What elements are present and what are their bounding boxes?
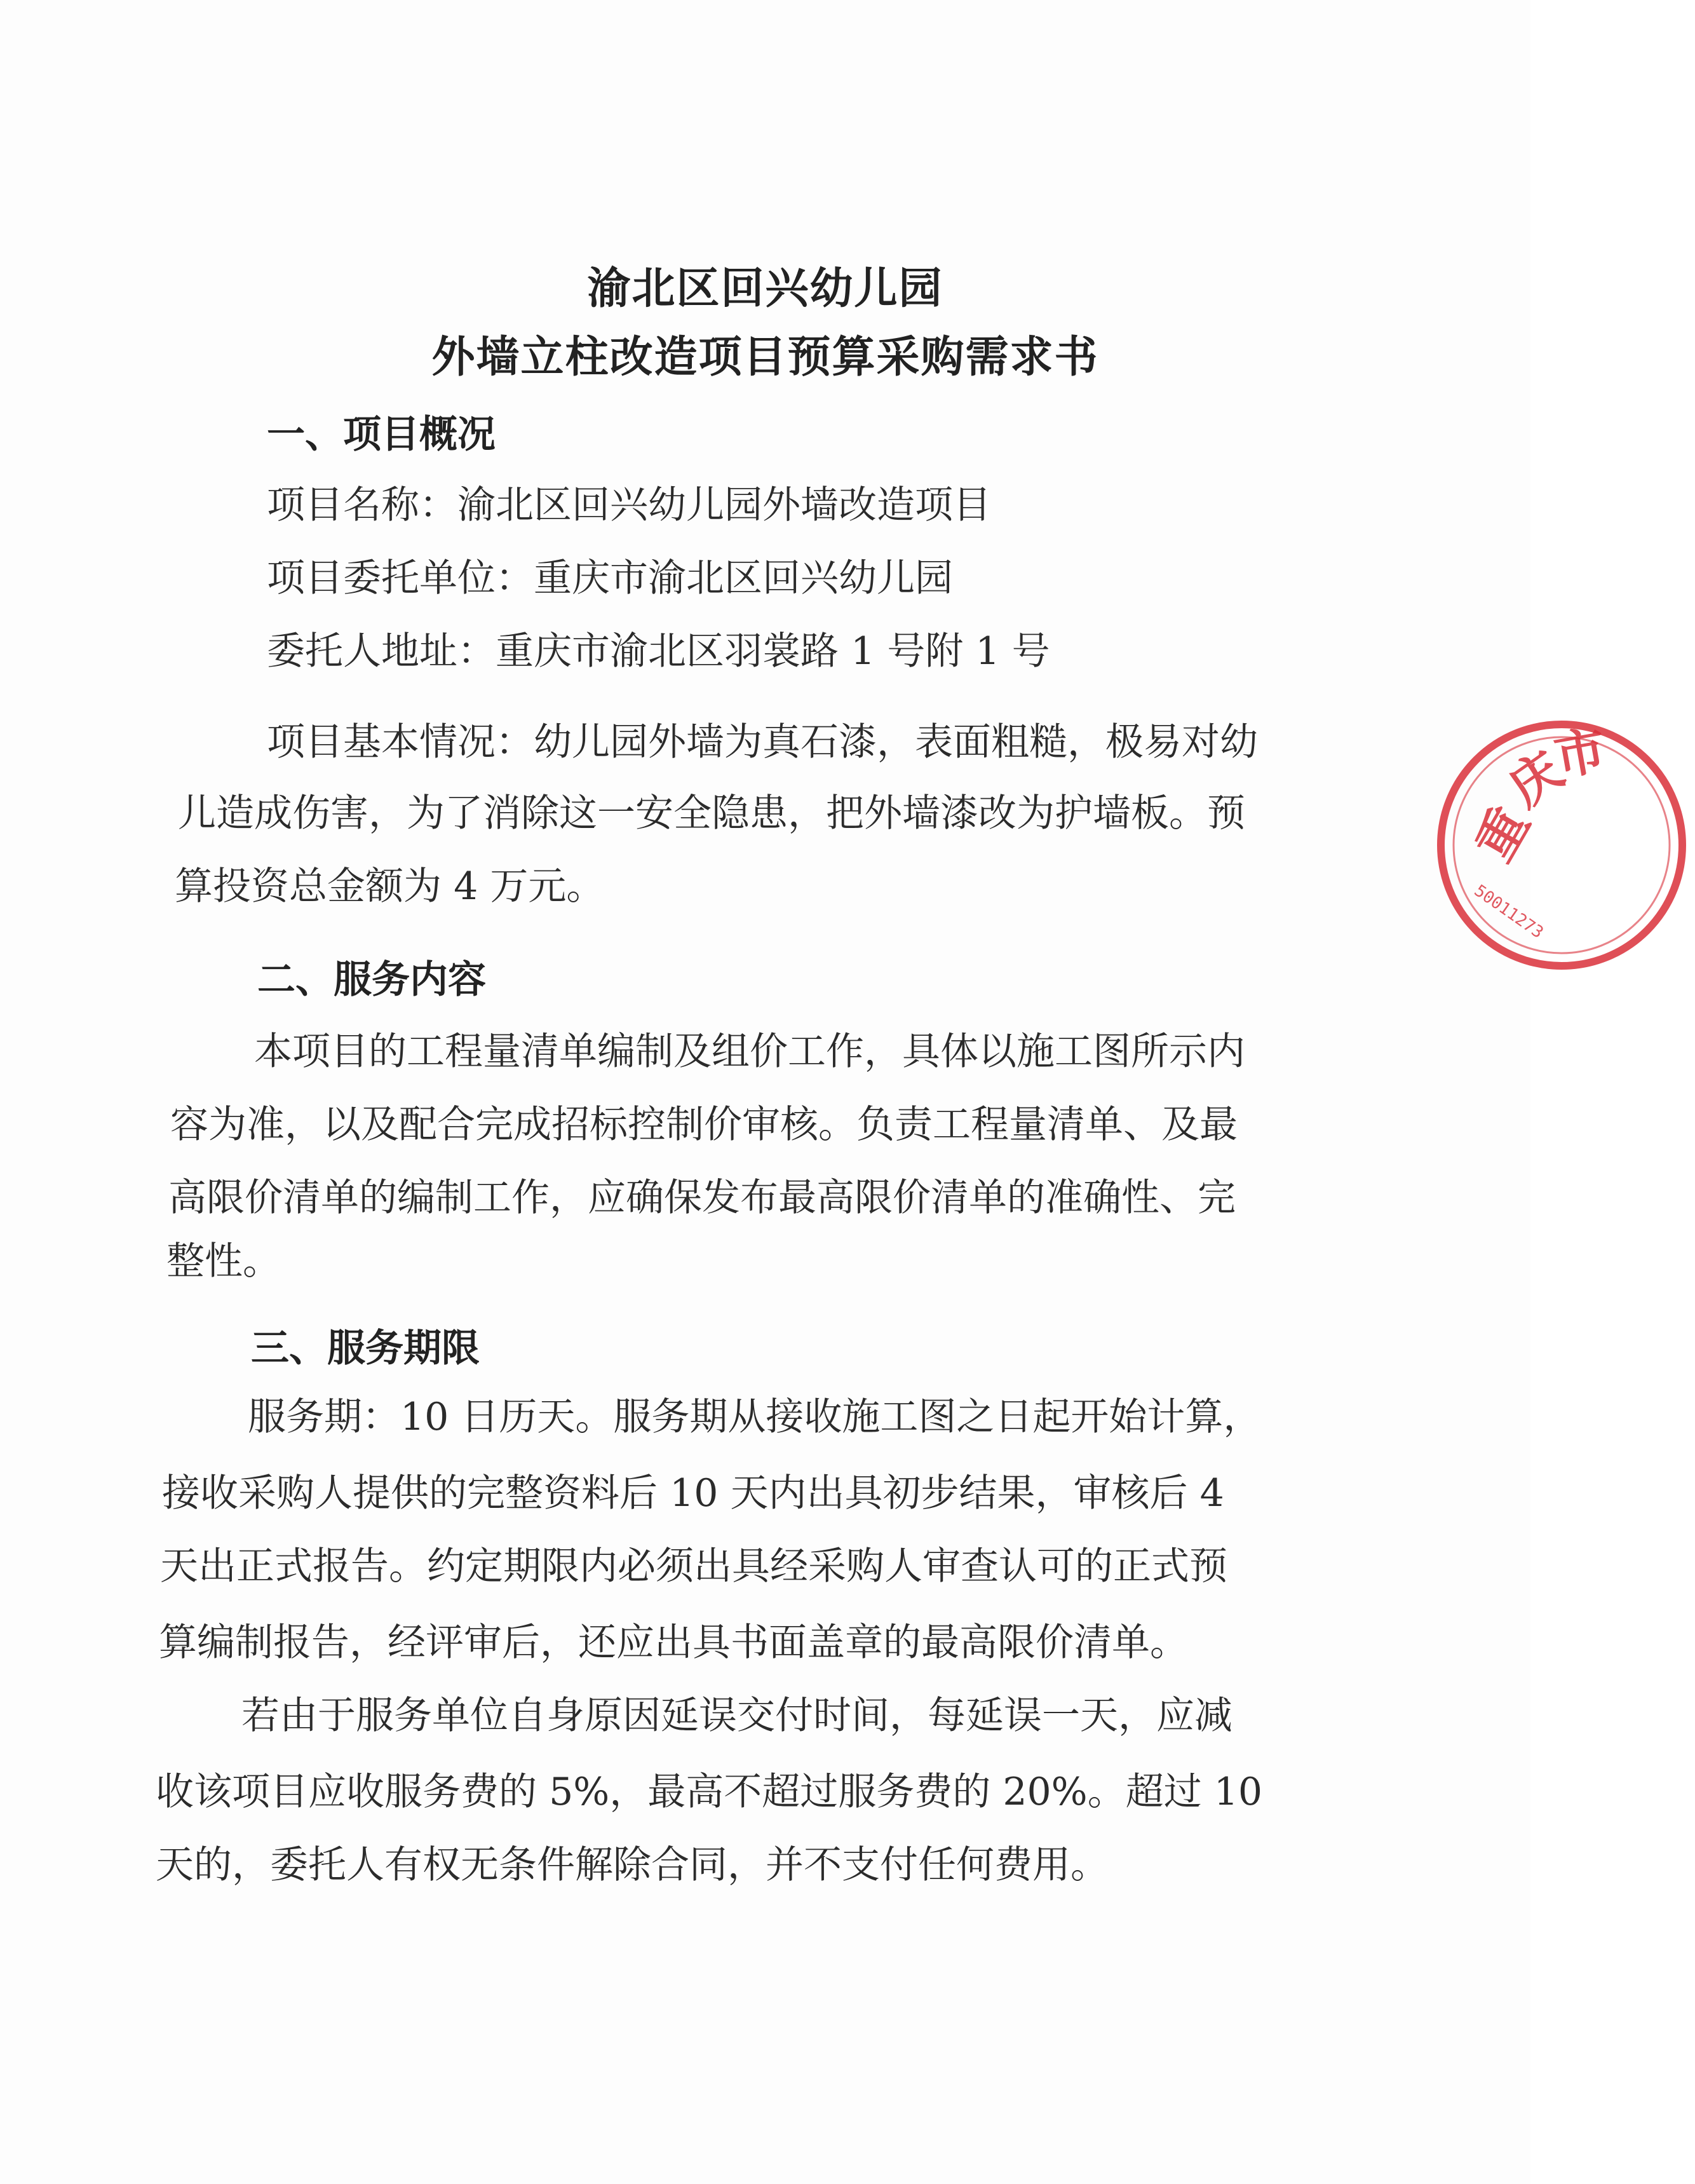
section1-line: 儿造成伤害，为了消除这一安全隐患，把外墙漆改为护墙板。预 [178, 791, 1245, 836]
svg-text:50011273: 50011273 [1470, 881, 1547, 943]
section2-line: 高限价清单的编制工作，应确保发布最高限价清单的准确性、完 [168, 1176, 1236, 1220]
section1-line: 委托人地址：重庆市渝北区羽裳路 1 号附 1 号 [267, 629, 1050, 674]
document-title-line1: 渝北区回兴幼儿园 [587, 264, 943, 314]
section3-line: 接收采购人提供的完整资料后 10 天内出具初步结果，审核后 4 [162, 1471, 1224, 1516]
section1-heading: 一、项目概况 [267, 412, 496, 457]
official-seal-stamp [1428, 712, 1695, 979]
section1-line: 算投资总金额为 4 万元。 [175, 864, 605, 909]
section2-line: 容为准，以及配合完成招标控制价审核。负责工程量清单、及最 [170, 1102, 1238, 1147]
section3-line: 算编制报告，经评审后，还应出具书面盖章的最高限价清单。 [159, 1620, 1188, 1665]
svg-text:重: 重 [1464, 797, 1541, 871]
section3-heading: 三、服务期限 [251, 1326, 480, 1371]
section1-line: 项目名称：渝北区回兴幼儿园外墙改造项目 [267, 483, 991, 527]
document-title-line2: 外墙立柱改造项目预算采购需求书 [431, 332, 1099, 383]
section3-line: 若由于服务单位自身原因延误交付时间，每延误一天，应减 [241, 1693, 1232, 1738]
section2-heading: 二、服务内容 [257, 958, 486, 1002]
svg-text:市: 市 [1550, 720, 1611, 787]
section3-line: 天出正式报告。约定期限内必须出具经采购人审查认可的正式预 [160, 1544, 1227, 1589]
section2-line: 本项目的工程量清单编制及组价工作，具体以施工图所示内 [254, 1029, 1245, 1074]
section3-line: 天的，委托人有权无条件解除合同，并不支付任何费用。 [156, 1843, 1109, 1887]
section3-line: 服务期：10 日历天。服务期从接收施工图之日起开始计算， [248, 1395, 1262, 1439]
section2-line: 整性。 [166, 1239, 281, 1284]
section3-line: 收该项目应收服务费的 5%，最高不超过服务费的 20%。超过 10 [156, 1770, 1263, 1814]
svg-text:庆: 庆 [1498, 740, 1574, 818]
section1-line: 项目基本情况：幼儿园外墙为真石漆，表面粗糙，极易对幼 [267, 720, 1258, 764]
section1-line: 项目委托单位：重庆市渝北区回兴幼儿园 [267, 556, 953, 600]
